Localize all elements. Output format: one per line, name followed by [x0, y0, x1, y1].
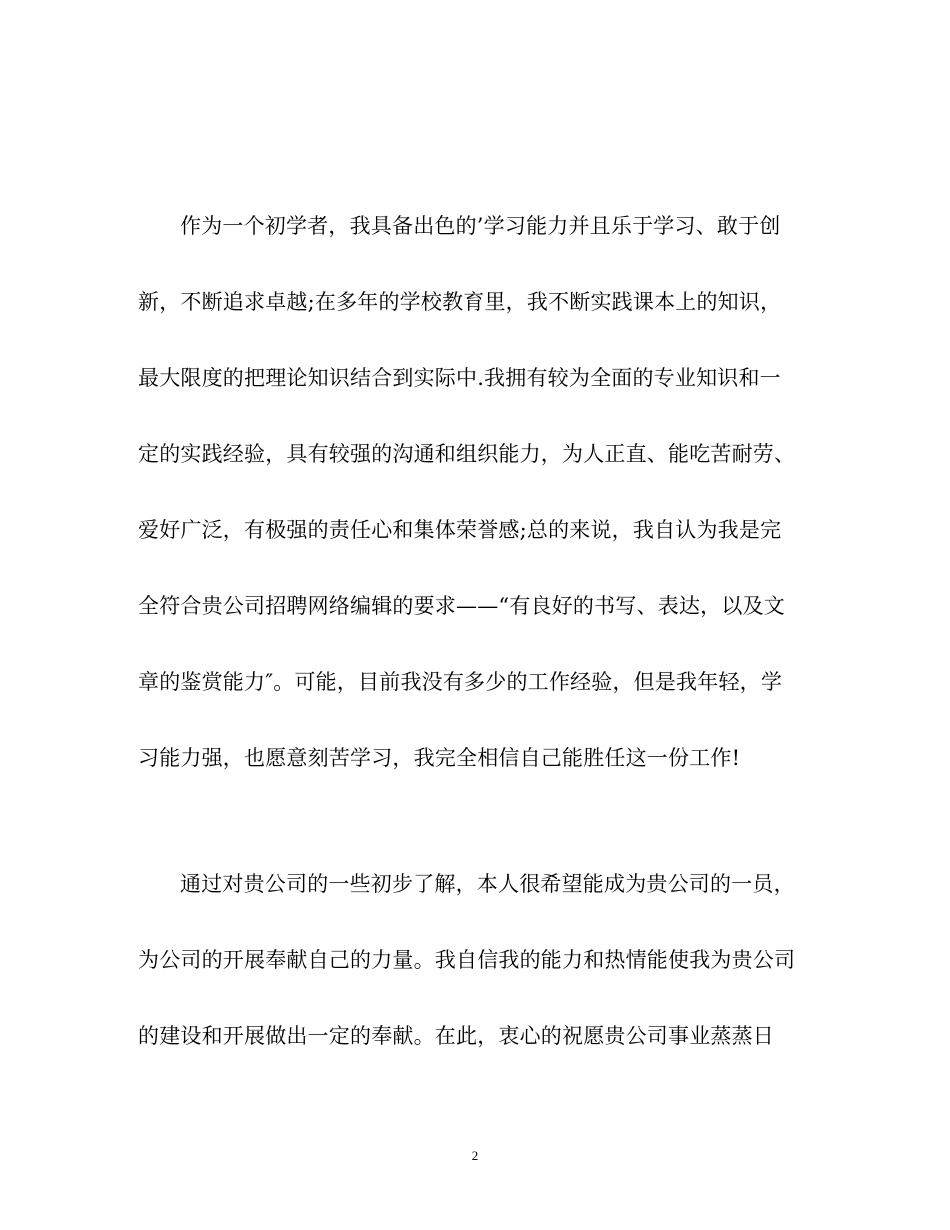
paragraph-2-line-3: 的建设和开展做出一定的奉献。在此，衷心的祝愿贵公司事业蒸蒸日	[138, 1024, 774, 1048]
paragraph-2-line-2: 为公司的开展奉献自己的力量。我自信我的能力和热情能使我为贵公司	[138, 948, 796, 972]
page-number: 2	[471, 1148, 479, 1163]
paragraph-1-line-7: 章的鉴赏能力″。可能，目前我没有多少的工作经验，但是我年轻，学	[138, 670, 783, 694]
paragraph-1-line-4: 定的实践经验，具有较强的沟通和组织能力，为人正直、能吃苦耐劳、	[138, 442, 796, 466]
paragraph-1-line-3: 最大限度的把理论知识结合到实际中.我拥有较为全面的专业知识和一	[138, 366, 781, 390]
paragraph-1-line-1: 作为一个初学者，我具备出色的’学习能力并且乐于学习、敢于创	[180, 214, 781, 238]
paragraph-1-line-8: 习能力强，也愿意刻苦学习，我完全相信自己能胜任这一份工作!	[138, 746, 741, 770]
paragraph-2-line-1: 通过对贵公司的一些初步了解，本人很希望能成为贵公司的一员，	[180, 872, 795, 896]
paragraph-1-line-5: 爱好广泛，有极强的责任心和集体荣誉感;总的来说，我自认为我是完	[138, 518, 782, 542]
paragraph-1-line-6: 全符合贵公司招聘网络编辑的要求——“有良好的书写、表达，以及文	[138, 594, 785, 618]
paragraph-1-line-2: 新，不断追求卓越;在多年的学校教育里，我不断实践课本上的知识，	[138, 290, 782, 314]
